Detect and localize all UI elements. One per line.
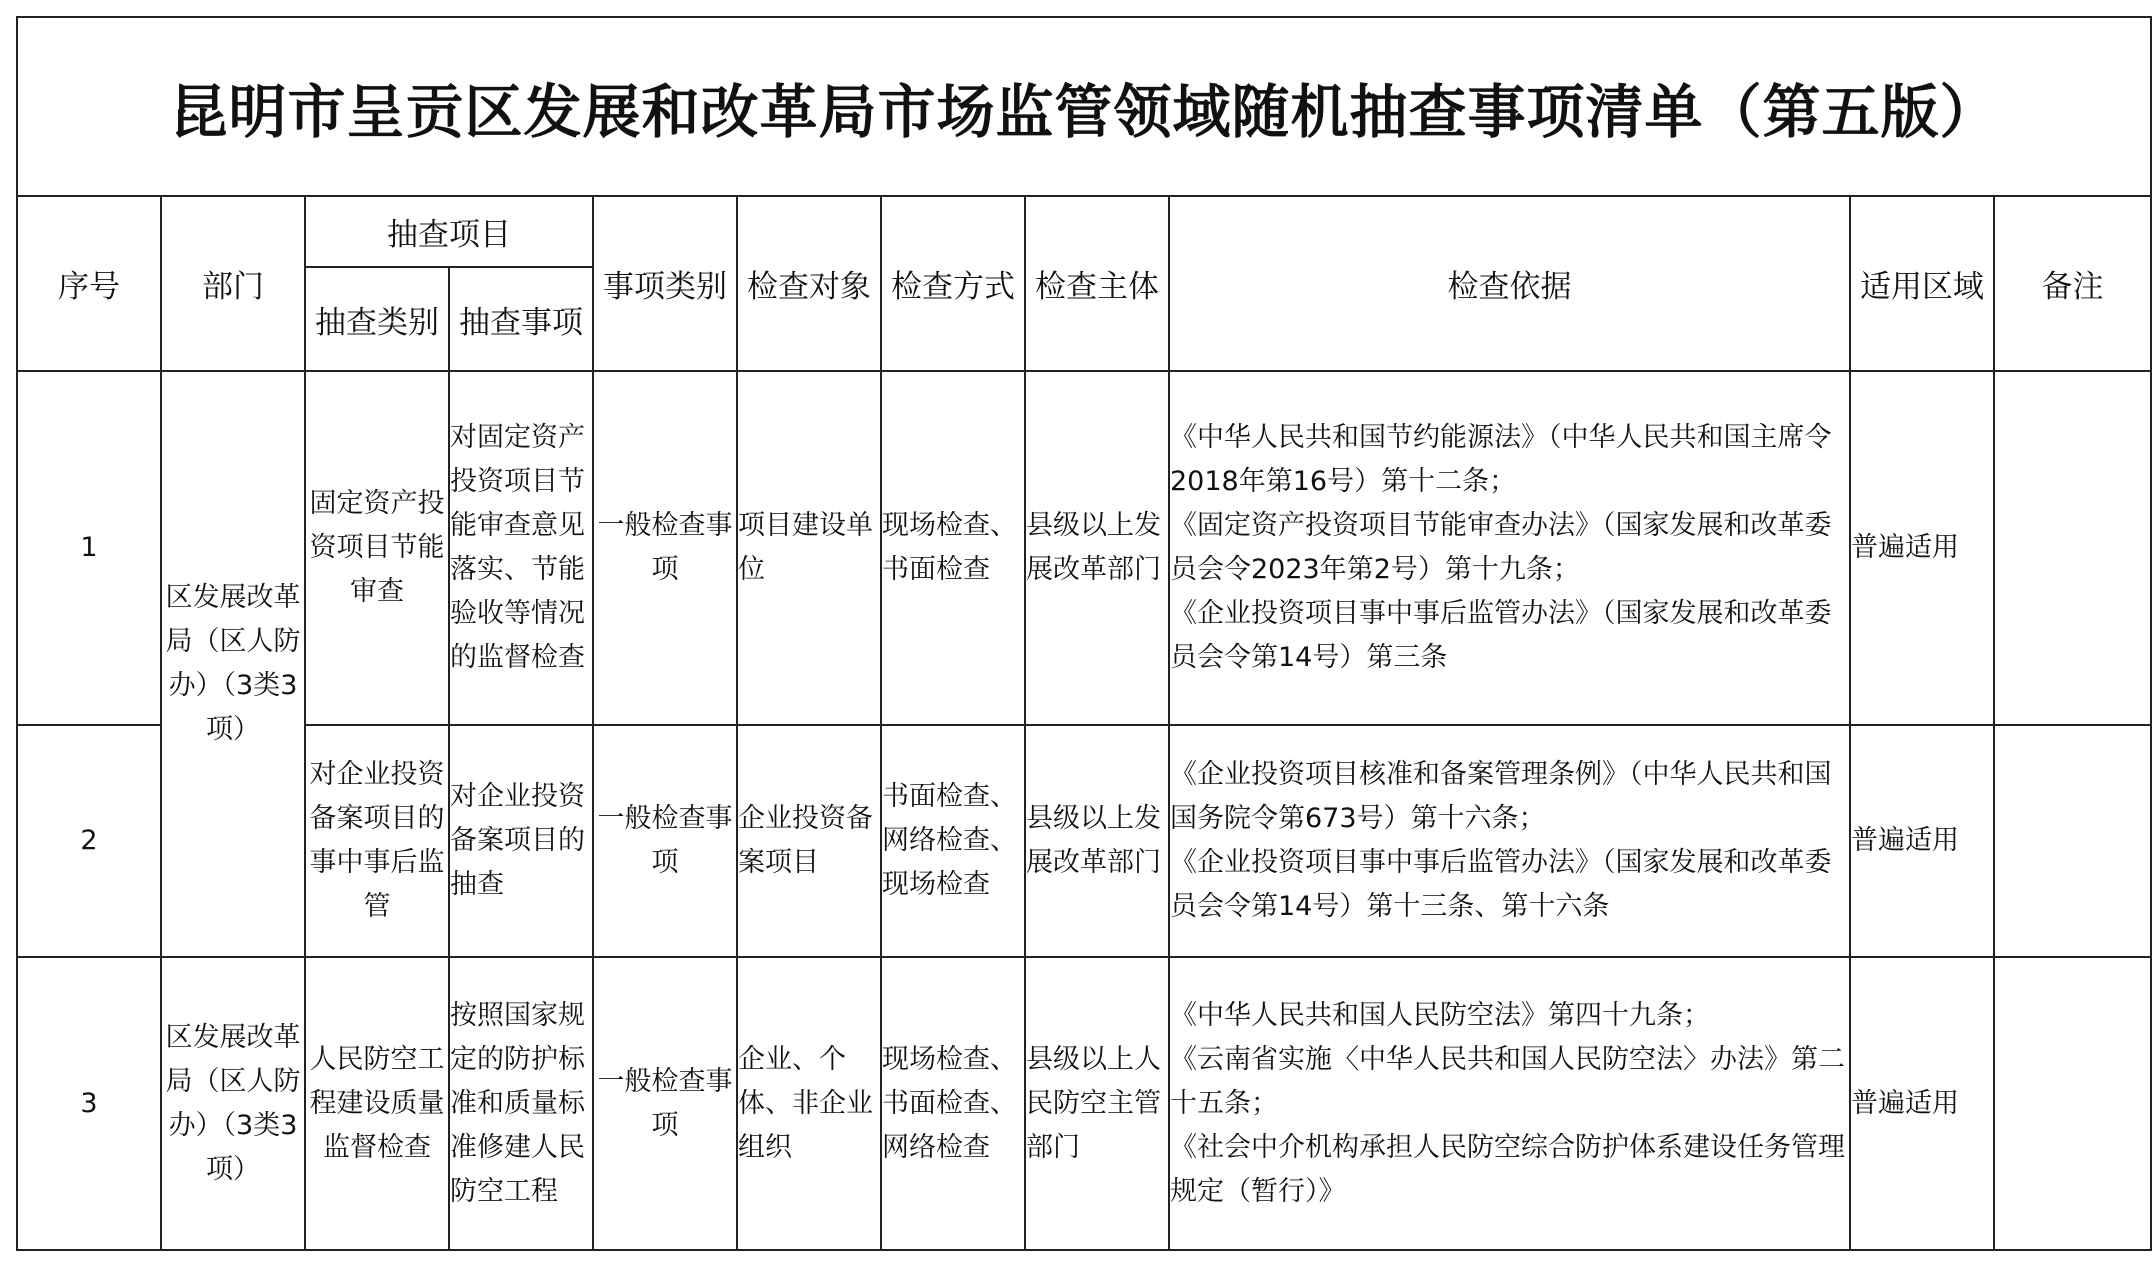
row-scope: 普遍适用 bbox=[1850, 957, 1994, 1250]
row-object: 项目建设单位 bbox=[737, 371, 881, 725]
row-category: 固定资产投资项目节能审查 bbox=[305, 371, 449, 725]
basis-line: 《社会中介机构承担人民防空综合防护体系建设任务管理规定（暂行）》 bbox=[1170, 1131, 1845, 1207]
header-remarks: 备注 bbox=[1994, 196, 2151, 371]
row-scope: 普遍适用 bbox=[1850, 725, 1994, 957]
inspection-list-table bbox=[16, 16, 2152, 1251]
basis-line: 《云南省实施〈中华人民共和国人民防空法〉办法》第二十五条； bbox=[1170, 1043, 1845, 1119]
row-method: 现场检查、书面检查、网络检查 bbox=[881, 957, 1025, 1250]
basis-line: 《中华人民共和国节约能源法》（中华人民共和国主席令2018年第16号）第十二条； bbox=[1170, 422, 1832, 497]
header-seq: 序号 bbox=[17, 196, 161, 371]
basis-line: 《固定资产投资项目节能审查办法》（国家发展和改革委员会令2023年第2号）第十九条； bbox=[1170, 510, 1832, 585]
table-row bbox=[17, 957, 2151, 1250]
row-basis bbox=[1169, 957, 1850, 1250]
row-category: 对企业投资备案项目的事中事后监管 bbox=[305, 725, 449, 957]
header-check-category: 抽查类别 bbox=[305, 267, 449, 371]
row-basis bbox=[1169, 371, 1850, 725]
header-check-items: 抽查项目 bbox=[305, 196, 593, 267]
header-row-1 bbox=[17, 196, 2151, 267]
row-category: 人民防空工程建设质量监督检查 bbox=[305, 957, 449, 1250]
header-scope: 适用区域 bbox=[1850, 196, 1994, 371]
row-object: 企业、个体、非企业组织 bbox=[737, 957, 881, 1250]
header-check-method: 检查方式 bbox=[881, 196, 1025, 371]
row-dept: 区发展改革局（区人防办）（3类3项） bbox=[161, 957, 305, 1250]
row-seq: 2 bbox=[17, 725, 161, 957]
row-type: 一般检查事项 bbox=[593, 725, 737, 957]
row-subject: 县级以上发展改革部门 bbox=[1025, 725, 1169, 957]
header-check-item: 抽查事项 bbox=[449, 267, 593, 371]
table-row bbox=[17, 371, 2151, 725]
table-row bbox=[17, 725, 2151, 957]
row-method: 现场检查、书面检查 bbox=[881, 371, 1025, 725]
row-item: 对固定资产投资项目节能审查意见落实、节能验收等情况的监督检查 bbox=[449, 371, 593, 725]
basis-line: 《企业投资项目核准和备案管理条例》（中华人民共和国国务院令第673号）第十六条； bbox=[1170, 759, 1832, 834]
header-check-basis: 检查依据 bbox=[1169, 196, 1850, 371]
row-seq: 1 bbox=[17, 371, 161, 725]
row-item: 对企业投资备案项目的抽查 bbox=[449, 725, 593, 957]
basis-line: 《中华人民共和国人民防空法》第四十九条； bbox=[1170, 999, 1710, 1031]
row-subject: 县级以上发展改革部门 bbox=[1025, 371, 1169, 725]
row-scope: 普遍适用 bbox=[1850, 371, 1994, 725]
header-item-type: 事项类别 bbox=[593, 196, 737, 371]
row-seq: 3 bbox=[17, 957, 161, 1250]
row-remarks bbox=[1994, 957, 2151, 1250]
basis-line: 《企业投资项目事中事后监管办法》（国家发展和改革委员会令第14号）第十三条、第十六条 bbox=[1170, 847, 1832, 922]
header-check-object: 检查对象 bbox=[737, 196, 881, 371]
row-subject: 县级以上人民防空主管部门 bbox=[1025, 957, 1169, 1250]
header-dept: 部门 bbox=[161, 196, 305, 371]
row-remarks bbox=[1994, 725, 2151, 957]
row-dept: 区发展改革局（区人防办）（3类3项） bbox=[161, 371, 305, 957]
row-type: 一般检查事项 bbox=[593, 371, 737, 725]
row-item: 按照国家规定的防护标准和质量标准修建人民防空工程 bbox=[449, 957, 593, 1250]
header-check-subject: 检查主体 bbox=[1025, 196, 1169, 371]
row-remarks bbox=[1994, 371, 2151, 725]
row-type: 一般检查事项 bbox=[593, 957, 737, 1250]
row-basis bbox=[1169, 725, 1850, 957]
row-object: 企业投资备案项目 bbox=[737, 725, 881, 957]
row-method: 书面检查、网络检查、现场检查 bbox=[881, 725, 1025, 957]
document-title: 昆明市呈贡区发展和改革局市场监管领域随机抽查事项清单（第五版） bbox=[17, 17, 2151, 196]
title-row bbox=[17, 17, 2151, 196]
basis-line: 《企业投资项目事中事后监管办法》（国家发展和改革委员会令第14号）第三条 bbox=[1170, 598, 1832, 673]
